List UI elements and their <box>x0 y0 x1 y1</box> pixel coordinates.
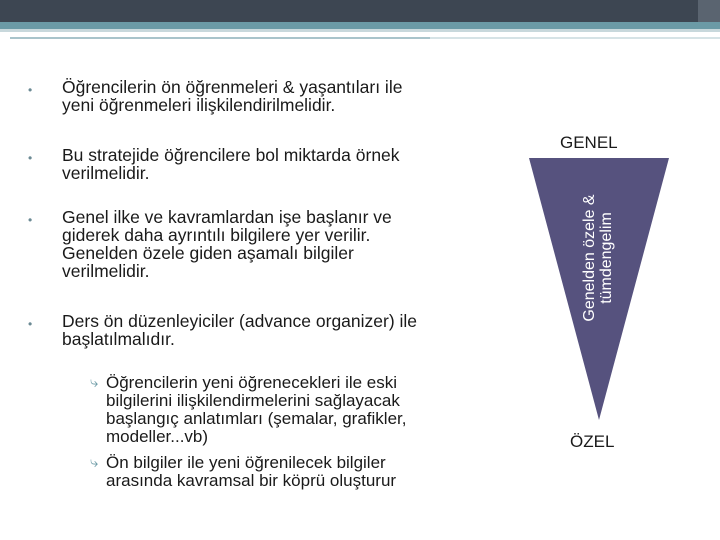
title-rule-right <box>430 37 720 39</box>
header-corner-block <box>698 0 720 22</box>
sub-bullet-text: modeller...vb) <box>106 427 209 446</box>
bullet-text: Genelden özele giden aşamalı bilgiler <box>62 243 354 263</box>
sub-bullet-text: bilgilerini ilişkilendirmelerini sağlayacak <box>106 391 400 410</box>
bullet-text: yeni öğrenmeleri ilişkilendirilmelidir. <box>62 95 336 115</box>
header-light-stripe <box>0 29 720 32</box>
bullet-text: Ders ön düzenleyiciler (advance organizer) ile <box>62 311 418 331</box>
ozel-label: ÖZEL <box>570 432 615 451</box>
triangle-label-line1: Genelden özele & <box>581 194 598 322</box>
bullet-dot-icon: • <box>28 213 33 227</box>
bullet-text: giderek daha ayrıntılı bilgilere yer verilir. <box>62 225 371 245</box>
sub-bullet-text: Öğrencilerin yeni öğrenecekleri ile eski <box>106 373 398 392</box>
sub-bullet-text: başlangıç anlatımları (şemalar, grafikler, <box>106 409 407 428</box>
bullet-dot-icon: • <box>28 151 33 165</box>
header-bar <box>0 0 720 22</box>
arrow-bullet-icon: ⤷ <box>90 374 99 391</box>
bullet-text: başlatılmalıdır. <box>62 329 175 349</box>
bullet-text: verilmelidir. <box>62 163 150 183</box>
bullet-dot-icon: • <box>28 317 33 331</box>
title-rule <box>10 37 430 39</box>
triangle-label-line2: tümdengelim <box>598 212 615 304</box>
header-accent-stripe <box>0 22 720 29</box>
triangle-label <box>581 194 615 321</box>
bullet-text: Genel ilke ve kavramlardan işe başlanır ve <box>62 207 392 227</box>
bullet-text: Öğrencilerin ön öğrenmeleri & yaşantıları ile <box>62 77 403 97</box>
sub-bullet-text: Ön bilgiler ile yeni öğrenilecek bilgiler <box>106 453 386 472</box>
genel-label: GENEL <box>560 133 618 152</box>
arrow-bullet-icon: ⤷ <box>90 454 99 471</box>
bullet-dot-icon: • <box>28 83 33 97</box>
bullet-text: verilmelidir. <box>62 261 150 281</box>
bullet-text: Bu stratejide öğrencilere bol miktarda örnek <box>62 145 400 165</box>
sub-bullet-text: arasında kavramsal bir köprü oluşturur <box>106 471 397 490</box>
